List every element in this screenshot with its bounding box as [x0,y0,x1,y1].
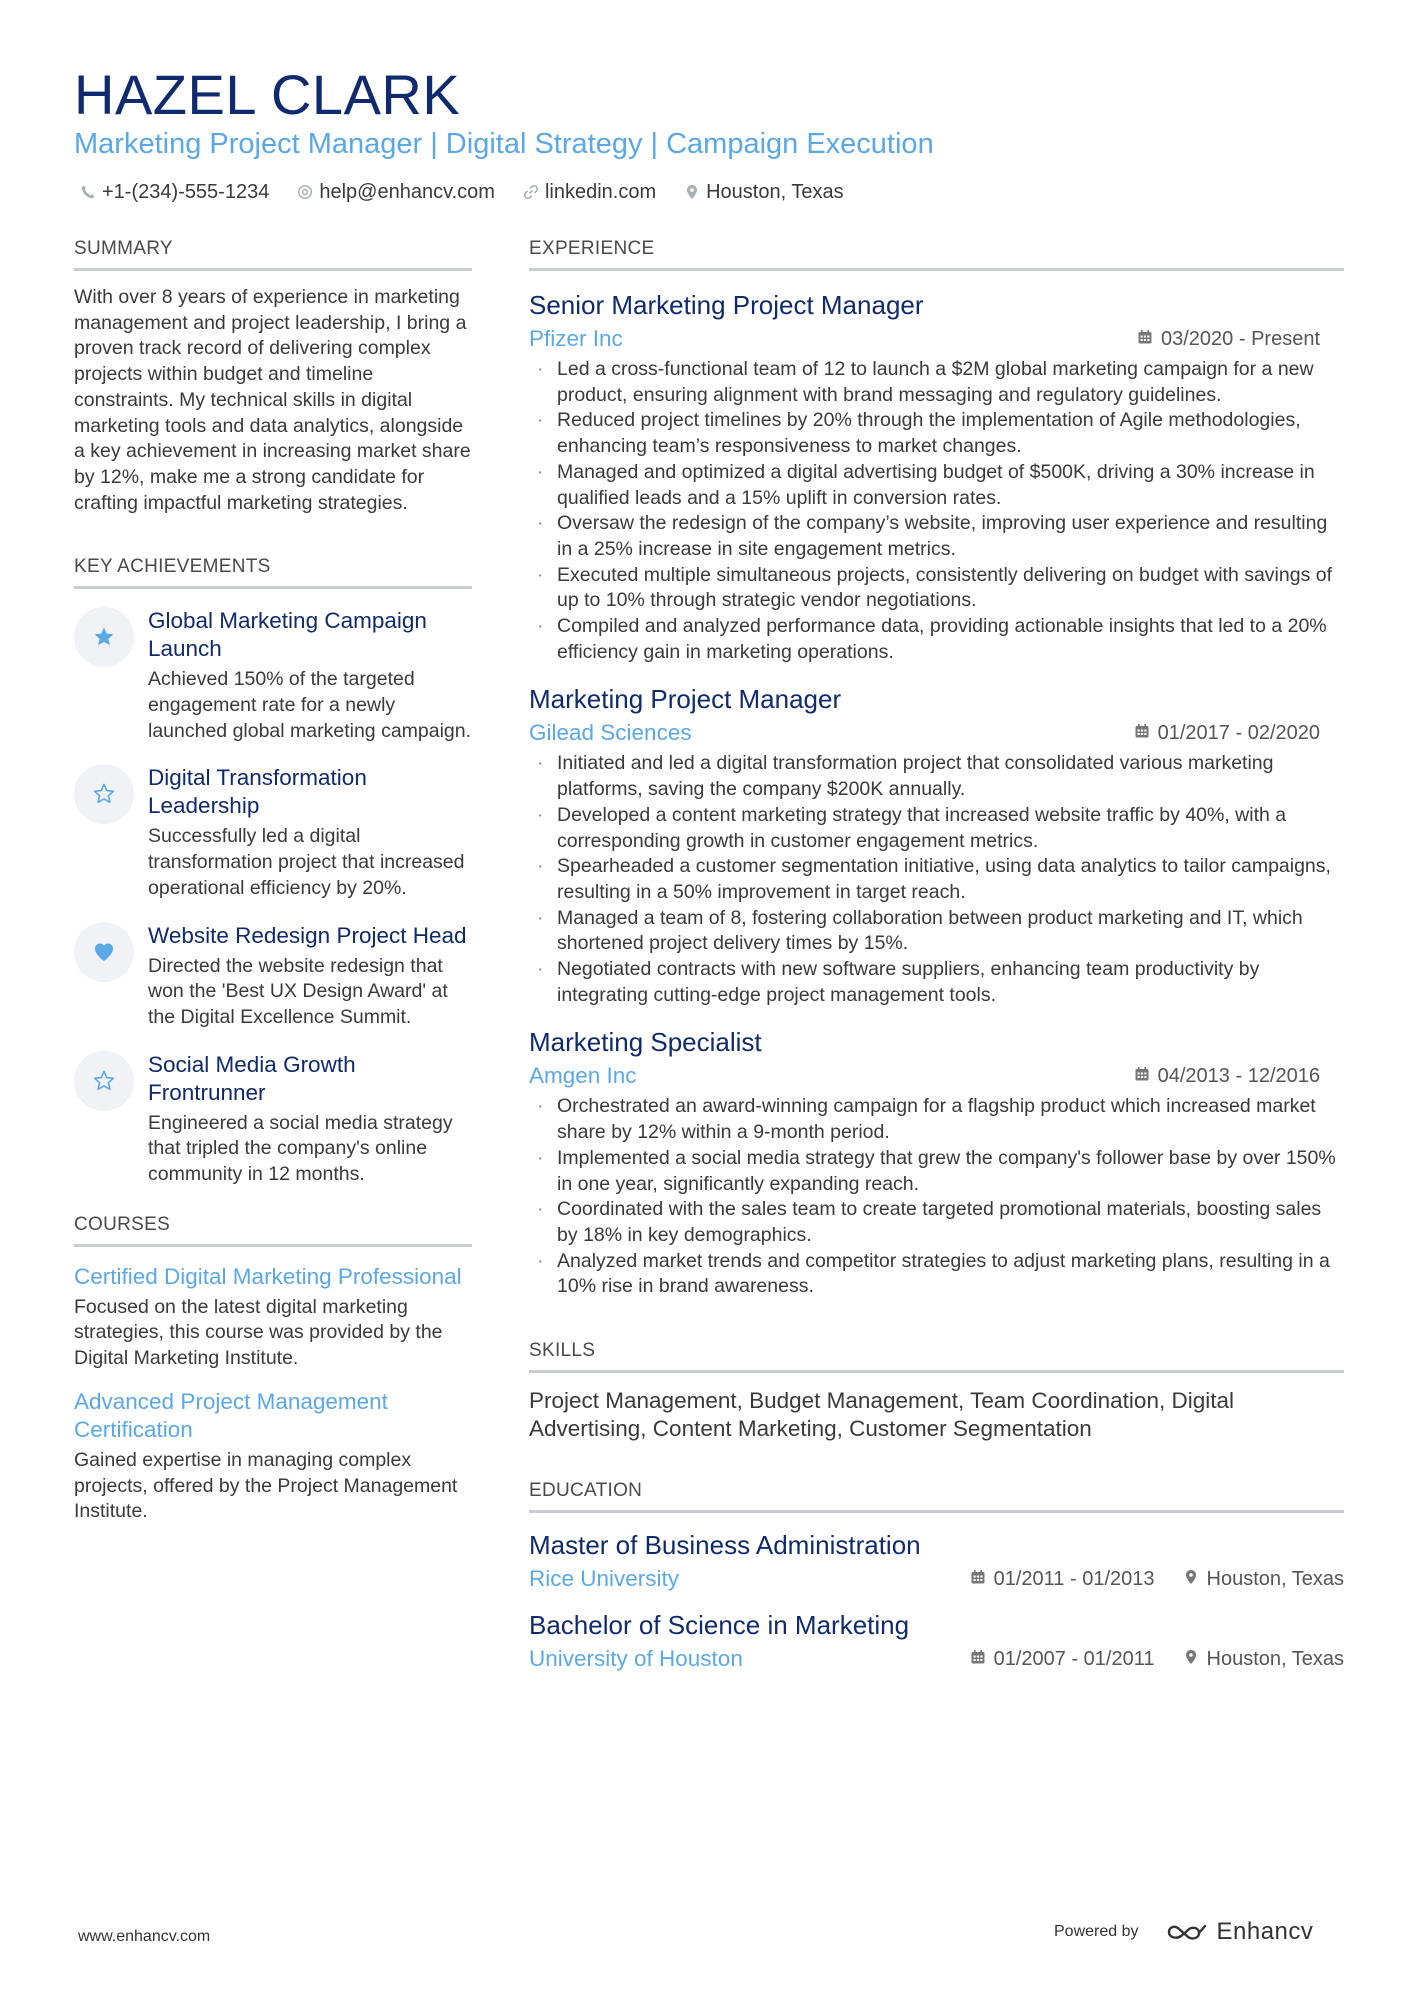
job-bullet: · Executed multiple simultaneous projects, consistently delivering on budget with savings of up to 10% through strategic vendor negotiations. [537,563,1333,612]
calendar-icon [1134,722,1150,745]
education-location-text: Houston, Texas [1206,1647,1344,1670]
job-title: Marketing Specialist [529,1027,762,1058]
bullet-text: Oversaw the redesign of the company’s website, improving user experience and resulting in a 25% increase in site engagement metrics. [557,512,1328,560]
job-bullet: · Coordinated with the sales team to create targeted promotional materials, boosting sales by 18% in key demographics. [537,1198,1322,1246]
job-bullet: · Spearheaded a customer segmentation initiative, using data analytics to tailor campaigns, resulting in a 50% improvement in target reach. [537,855,1331,903]
bullet-text: Initiated and led a digital transformation project that consolidated various marketing platforms, saving the company $200K annually. [557,752,1274,801]
linkedin-text: linkedin.com [544,181,657,203]
job-entry [529,1026,1344,1300]
job-bullet: · Implemented a social media strategy that grew the company's follower base by over 150% in one year, significantly expanding reach. [537,1146,1336,1195]
bullet-text: Implemented a social media strategy that grew the company's follower base by over 150% in one year, significantly expanding reach. [557,1146,1336,1195]
job-bullet: · Compiled and analyzed performance data, providing actionable insights that led to a 20% efficiency gain in marketing operations. [537,615,1327,663]
star-outline-icon [74,1051,134,1111]
achievement-desc: Engineered a social media strategy that tripled the company's online community in 12 months. [148,1111,453,1186]
bullet-text: Managed and optimized a digital advertising budget of $500K, driving a 30% increase in qualified leads and a 15% uplift in conversion rates. [557,460,1315,509]
bullet-text: Led a cross-functional team of 12 to launch a $2M global marketing campaign for a new product, ensuring alignment with brand messaging and regulatory guidelines. [557,358,1314,406]
company-name: Amgen Inc [529,1063,637,1089]
summary-text: With over 8 years of experience in marketing management and project leadership, I bring a proven track record of delivering complex projects within budget and timeline constraints. My technical skills in digital marketing tools and data analytics, alongside a key achievement in increasing market share by 12%, make me a strong candidate for crafting impactful marketing strategies. [74,286,471,514]
achievement-item [74,922,472,1031]
job-date [1137,328,1320,351]
left-column [74,236,472,1525]
education-location [1183,1648,1345,1671]
candidate-name: HAZEL CLARK [74,63,461,126]
location-pin-icon [1183,1648,1199,1671]
achievements-section [74,554,472,1187]
skills-text: Project Management, Budget Management, Team Coordination, Digital Advertising, Content Marketing, Customer Segmentation [529,1388,1234,1441]
education-location-text: Houston, Texas [1206,1567,1344,1590]
education-date [970,1648,1155,1671]
job-entry [529,289,1344,665]
job-bullet: · Developed a content marketing strategy that increased website traffic by 40%, with a corresponding growth in customer engagement metrics. [537,803,1287,852]
footer-website[interactable]: www.enhancv.com [78,1928,211,1945]
footer-branding[interactable] [1054,1918,1313,1946]
job-entry [529,683,1344,1008]
bullet-text: Orchestrated an award-winning campaign for a flagship product which increased market share by 12% within a 9-month period. [557,1095,1316,1144]
bullet-text: Spearheaded a customer segmentation initiative, using data analytics to tailor campaigns, resulting in a 50% improvement in target reach. [557,855,1331,903]
bullet-text: Negotiated contracts with new software suppliers, enhancing team productivity by integrating cutting-edge project management tools. [557,958,1260,1006]
at-icon [297,184,313,200]
skills-section [529,1338,1344,1442]
location-text: Houston, Texas [706,181,844,203]
achievement-title: Social Media Growth Frontrunner [148,1051,356,1105]
brand-text: Enhancv [1216,1918,1314,1945]
contact-bar [80,178,844,206]
course-title: Advanced Project Management Certification [74,1388,388,1442]
courses-heading: COURSES [74,1212,472,1247]
achievement-desc: Achieved 150% of the targeted engagement rate for a newly launched global marketing campaign. [148,668,472,742]
bullet-text: Coordinated with the sales team to create targeted promotional materials, boosting sales by 18% in key demographics. [557,1198,1322,1246]
job-date-text: 01/2017 - 02/2020 [1157,721,1320,744]
star-outline-icon [74,764,134,824]
email-text: help@enhancv.com [319,181,495,203]
achievement-item [74,607,472,744]
course-desc: Gained expertise in managing complex projects, offered by the Project Management Institute. [74,1448,458,1523]
phone-icon [80,184,96,200]
achievement-title: Global Marketing Campaign Launch [148,608,427,662]
achievement-title: Digital Transformation Leadership [148,765,367,819]
heart-icon [74,922,134,982]
summary-section [74,236,472,516]
job-bullet: · Orchestrated an award-winning campaign for a flagship product which increased market share by 12% within a 9-month period. [537,1095,1316,1144]
calendar-icon [970,1648,986,1671]
education-heading: EDUCATION [529,1478,1344,1513]
course-title: Certified Digital Marketing Professional [74,1263,462,1289]
job-bullet: · Reduced project timelines by 20% through the implementation of Agile methodologies, enhancing team’s responsiveness to market changes. [537,409,1301,458]
calendar-icon [1134,1065,1150,1088]
infinity-logo-icon [1165,1921,1209,1943]
calendar-icon [1137,328,1153,351]
achievement-item [74,764,472,901]
education-section [529,1478,1344,1673]
achievement-desc: Directed the website redesign that won the 'Best UX Design Award' at the Digital Excellence Summit. [148,954,448,1028]
degree-title: Master of Business Administration [529,1530,921,1561]
right-column [529,236,1344,1673]
contact-email[interactable] [297,178,495,206]
education-date [970,1568,1155,1591]
location-pin-icon [684,184,700,200]
job-bullet: · Managed a team of 8, fostering collaboration between product marketing and IT, which shortened project delivery times by 15%. [537,906,1303,955]
job-date [1134,722,1320,745]
achievement-title: Website Redesign Project Head [148,922,467,948]
company-name: Pfizer Inc [529,326,623,351]
link-icon [523,184,539,200]
job-bullet: · Initiated and led a digital transformation project that consolidated various marketing platforms, saving the company $200K annually. [537,752,1274,801]
job-bullet: · Led a cross-functional team of 12 to launch a $2M global marketing campaign for a new product, ensuring alignment with brand messaging and regulatory guidelines. [537,358,1314,406]
bullet-text: Compiled and analyzed performance data, providing actionable insights that led to a 20% efficiency gain in marketing operations. [557,615,1327,663]
school-name: Rice University [529,1566,680,1592]
course-item [74,1388,472,1525]
bullet-text: Analyzed market trends and competitor strategies to adjust marketing plans, resulting in a 10% rise in brand awareness. [557,1249,1330,1298]
skills-heading: SKILLS [529,1338,1344,1373]
job-date [1134,1065,1320,1088]
contact-linkedin[interactable] [523,178,656,206]
contact-phone[interactable] [80,178,269,206]
star-filled-icon [74,607,134,667]
school-name: University of Houston [529,1646,743,1672]
education-entry [529,1529,1344,1593]
job-date-text: 04/2013 - 12/2016 [1157,1064,1320,1087]
summary-heading: SUMMARY [74,236,472,271]
achievement-item [74,1051,472,1188]
job-title: Marketing Project Manager [529,684,842,715]
job-bullet: · Analyzed market trends and competitor strategies to adjust marketing plans, resulting in a 10% rise in brand awareness. [537,1249,1330,1298]
course-item [74,1263,472,1372]
education-entry [529,1609,1344,1673]
education-location [1183,1568,1345,1591]
phone-text: +1-(234)-555-1234 [102,181,270,203]
experience-heading: EXPERIENCE [529,236,1344,271]
bullet-text: Executed multiple simultaneous projects, consistently delivering on budget with savings of up to 10% through strategic vendor negotiations. [557,563,1333,612]
degree-title: Bachelor of Science in Marketing [529,1610,910,1641]
contact-location [684,178,844,206]
job-title: Senior Marketing Project Manager [529,290,924,320]
enhancv-logo [1165,1918,1314,1946]
job-bullet: · Oversaw the redesign of the company’s website, improving user experience and resulting in a 25% increase in site engagement metrics. [537,512,1328,560]
bullet-text: Developed a content marketing strategy that increased website traffic by 40%, with a corresponding growth in customer engagement metrics. [557,803,1287,852]
education-date-text: 01/2007 - 01/2011 [993,1647,1155,1670]
experience-section [529,236,1344,1300]
job-bullet: · Managed and optimized a digital advertising budget of $500K, driving a 30% increase in qualified leads and a 15% uplift in conversion rates. [537,460,1315,509]
job-date-text: 03/2020 - Present [1161,327,1320,350]
course-desc: Focused on the latest digital marketing strategies, this course was provided by the Digital Marketing Institute. [74,1295,443,1370]
achievements-heading: KEY ACHIEVEMENTS [74,554,472,589]
courses-section [74,1212,472,1525]
company-name: Gilead Sciences [529,720,692,746]
job-bullet: · Negotiated contracts with new software suppliers, enhancing team productivity by integrating cutting-edge project management tools. [537,958,1260,1006]
powered-by-text: Powered by [1054,1923,1139,1940]
education-date-text: 01/2011 - 01/2013 [993,1567,1155,1590]
candidate-title: Marketing Project Manager | Digital Strategy | Campaign Execution [74,128,934,160]
achievement-desc: Successfully led a digital transformation project that increased operational efficiency by 20%. [148,825,465,899]
calendar-icon [970,1568,986,1591]
location-pin-icon [1183,1568,1199,1591]
bullet-text: Reduced project timelines by 20% through the implementation of Agile methodologies, enhancing team’s responsiveness to market changes. [557,409,1301,458]
bullet-text: Managed a team of 8, fostering collaboration between product marketing and IT, which shortened project delivery times by 15%. [557,906,1303,955]
